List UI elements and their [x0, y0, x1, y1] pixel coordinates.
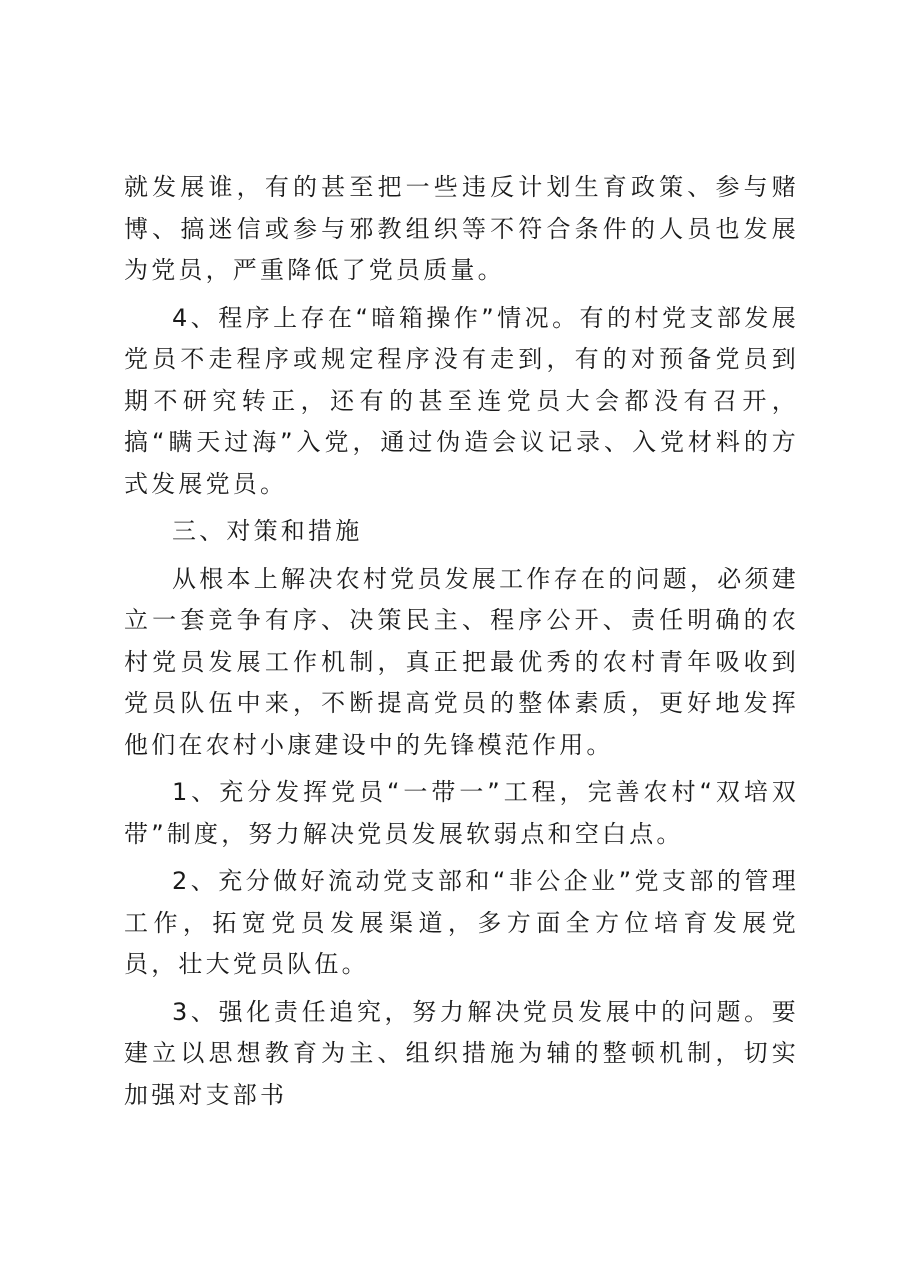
- section-heading: 三、对策和措施: [172, 517, 363, 545]
- paragraph-measure-2: 2、充分做好流动党支部和“非公企业”党支部的管理工作，拓宽党员发展渠道，多方面全方位培育发展党员，壮大党员队伍。: [124, 867, 799, 978]
- paragraph-intro: 从根本上解决农村党员发展工作存在的问题，必须建立一套竞争有序、决策民主、程序公开、责任明确的农村党员发展工作机制，真正把最优秀的农村青年吸收到党员队伍中来，不断提高党员的整体素质，更好地发挥他们在农村小康建设中的先锋模范作用。: [124, 564, 799, 759]
- paragraph-measure-1: 1、充分发挥党员“一带一”工程，完善农村“双培双带”制度，努力解决党员发展软弱点和空白点。: [124, 778, 799, 848]
- paragraph-measure-3: 3、强化责任追究，努力解决党员发展中的问题。要建立以思想教育为主、组织措施为辅的整顿机制，切实加强对支部书: [124, 997, 799, 1109]
- paragraph-continuation: 就发展谁，有的甚至把一些违反计划生育政策、参与赌博、搞迷信或参与邪教组织等不符合条件的人员也发展为党员，严重降低了党员质量。: [124, 173, 799, 284]
- paragraph-item-4: 4、程序上存在“暗箱操作”情况。有的村党支部发展党员不走程序或规定程序没有走到，有的对预备党员到期不研究转正，还有的甚至连党员大会都没有召开，搞“瞒天过海”入党，通过伪造会议记录、入党材料的方式发展党员。: [124, 303, 799, 498]
- document-body: [124, 167, 799, 1122]
